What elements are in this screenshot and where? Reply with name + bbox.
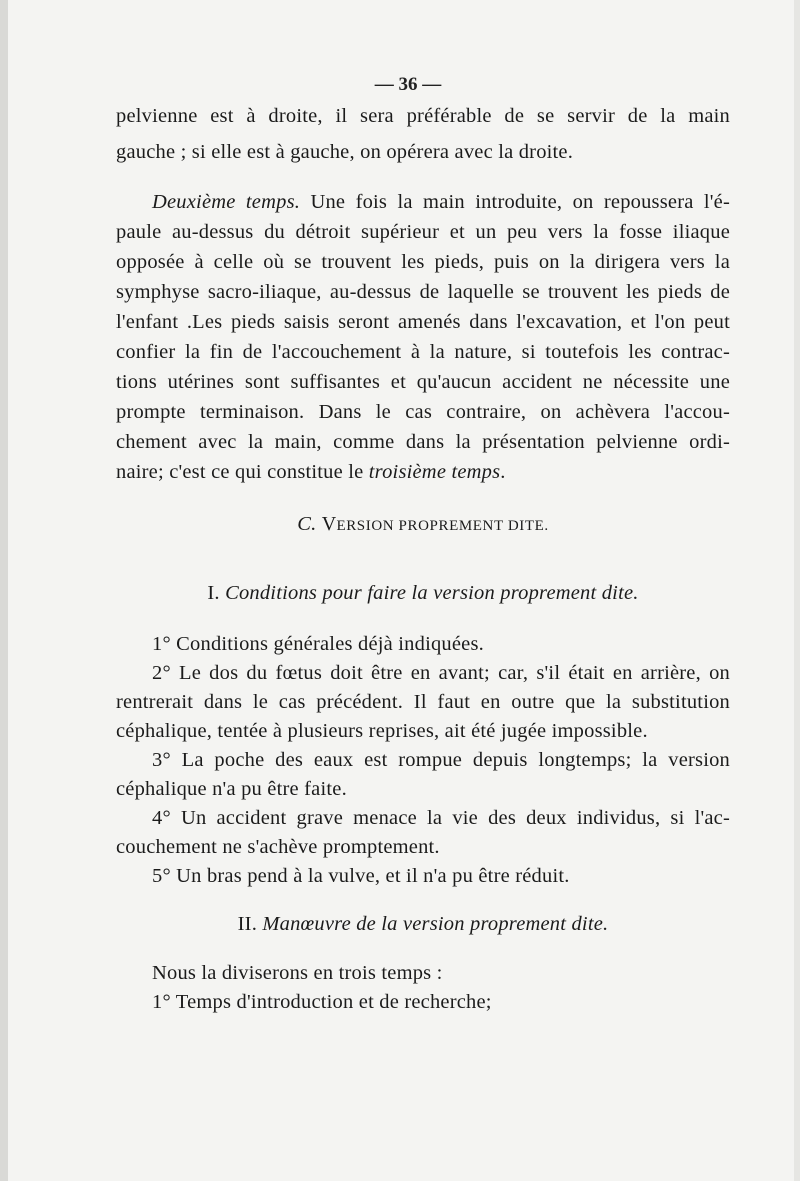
text-line: chement avec la main, comme dans la présentation pelvienne ordi- — [116, 431, 730, 453]
list-item-line: rentrerait dans le cas précédent. Il faut en outre que la substitution — [116, 691, 730, 713]
section-letter: C. — [297, 513, 317, 535]
list-item-line: céphalique, tentée à plusieurs reprises, ait été jugée impossible. — [116, 720, 648, 742]
text-line: opposée à celle où se trouvent les pieds, puis on la dirigera vers la — [116, 251, 730, 273]
subsection-title: Conditions pour faire la version proprement dite. — [225, 582, 639, 604]
list-item-line: 4° Un accident grave menace la vie des deux individus, si l'ac- — [152, 807, 730, 829]
section-heading-c — [116, 513, 730, 536]
list-item-line: 2° Le dos du fœtus doit être en avant; car, s'il était en arrière, on — [152, 662, 730, 684]
text-line: 1° Temps d'introduction et de recherche; — [152, 991, 492, 1013]
list-item-line: 5° Un bras pend à la vulve, et il n'a pu être réduit. — [152, 865, 570, 887]
list-item-line: couchement ne s'achève promptement. — [116, 836, 440, 858]
text-line — [116, 191, 730, 214]
text-span: naire; c'est ce qui constitue le — [116, 461, 369, 483]
text-line: prompte terminaison. Dans le cas contraire, on achèvera l'accou- — [116, 401, 730, 423]
italic-lead: Deuxième temps. — [152, 191, 301, 213]
subsection-number: II. — [237, 913, 258, 935]
text-line: l'enfant .Les pieds saisis seront amenés dans l'excavation, et l'on peut — [116, 311, 730, 333]
text-line: confier la fin de l'accouchement à la nature, si toutefois les contrac- — [116, 341, 730, 363]
text-line: symphyse sacro-iliaque, au-dessus de laquelle se trouvent les pieds de — [116, 281, 730, 303]
subsection-heading-2 — [116, 913, 730, 936]
text-line — [116, 461, 730, 484]
text-line: pelvienne est à droite, il sera préférable de se servir de la main — [116, 105, 730, 127]
text-span: Une fois la main introduite, on repoussera l'é- — [300, 191, 731, 213]
text-line: gauche ; si elle est à gauche, on opérera avec la droite. — [116, 141, 574, 163]
list-item-line: 1° Conditions générales déjà indiquées. — [152, 633, 484, 655]
page-number: — 36 — — [374, 74, 442, 95]
text-line: tions utérines sont suffisantes et qu'aucun accident ne nécessite une — [116, 371, 730, 393]
section-title-rest: ERSION PROPREMENT DITE. — [336, 518, 549, 534]
text-span: . — [500, 461, 506, 483]
list-item-line: 3° La poche des eaux est rompue depuis longtemps; la version — [152, 749, 730, 771]
text-line: Nous la diviserons en trois temps : — [152, 962, 443, 984]
subsection-title: Manœuvre de la version proprement dite. — [262, 913, 609, 935]
italic-term: troisième temps — [368, 461, 501, 483]
list-item-line: céphalique n'a pu être faite. — [116, 778, 347, 800]
subsection-heading-1 — [116, 582, 730, 605]
text-line: paule au-dessus du détroit supérieur et un peu vers la fosse iliaque — [116, 221, 730, 243]
section-title-initial: V — [321, 513, 337, 535]
subsection-number: I. — [207, 582, 220, 604]
